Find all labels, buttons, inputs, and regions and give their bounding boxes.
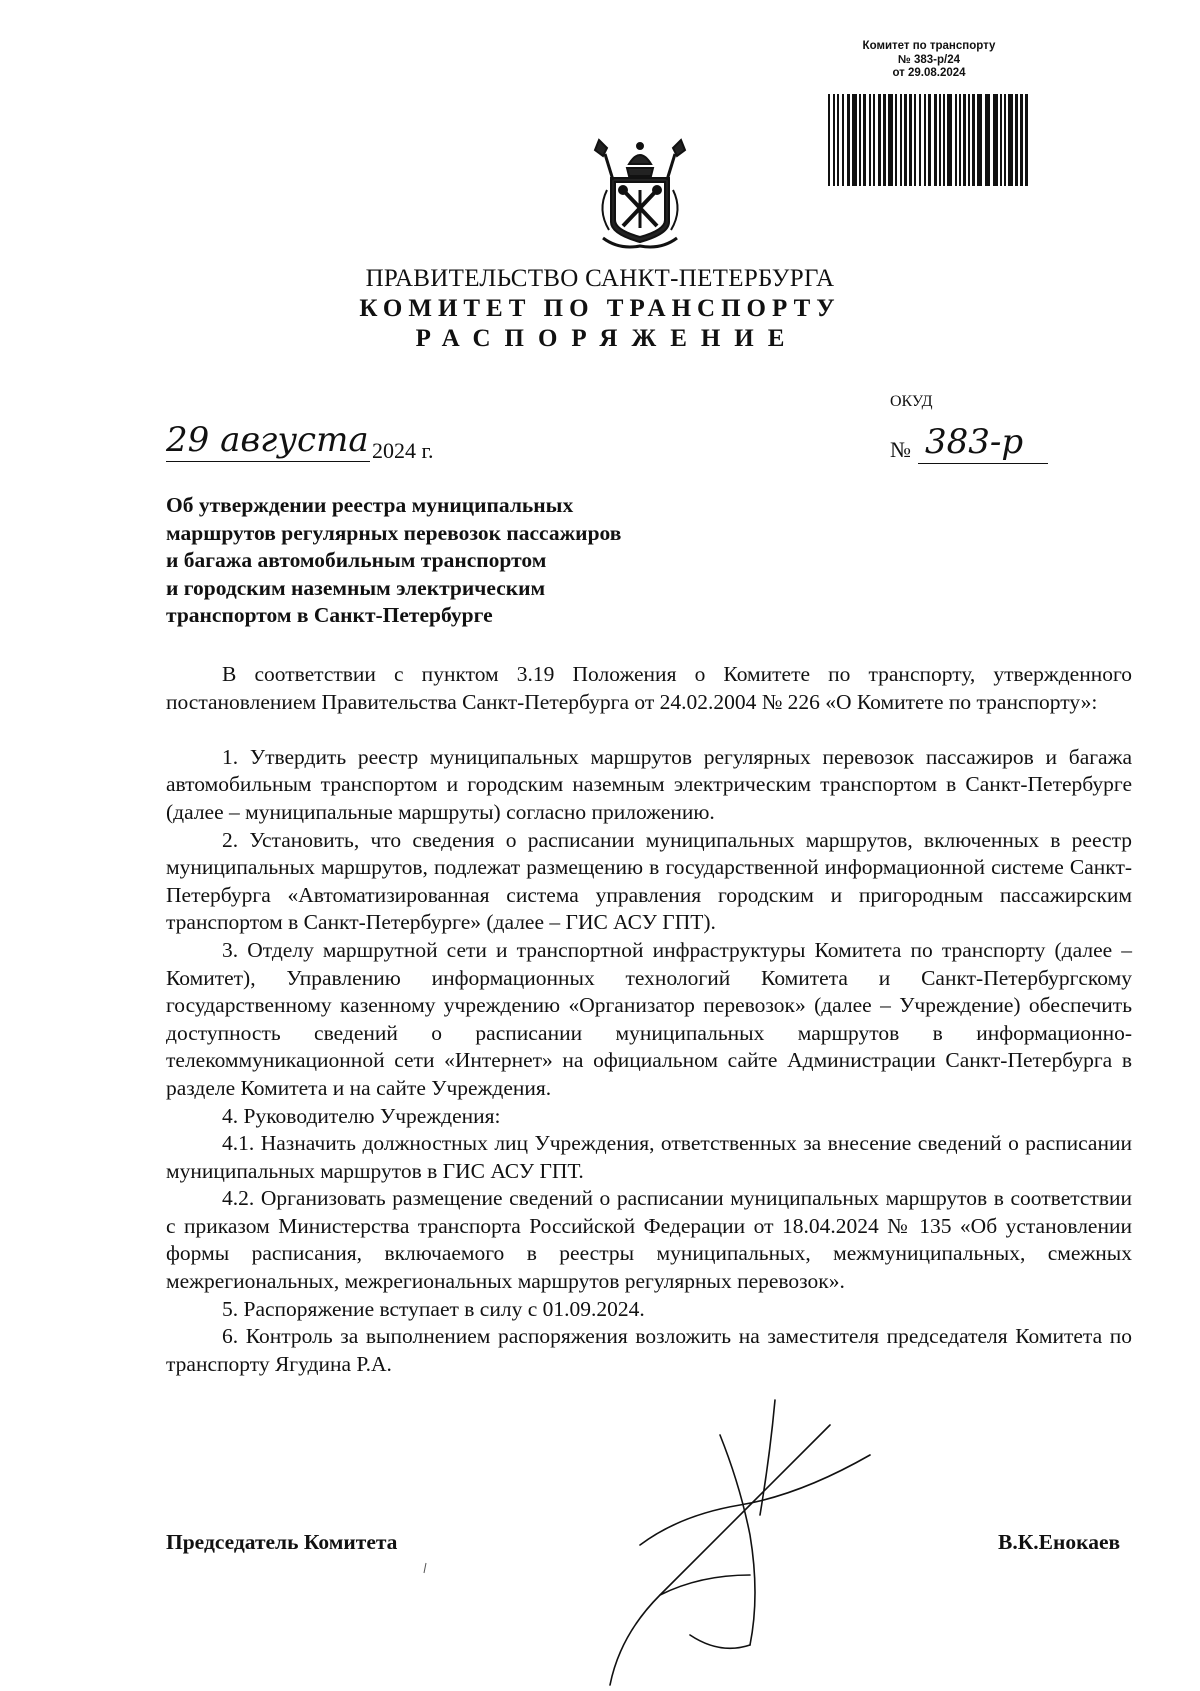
document-type-heading: РАСПОРЯЖЕНИЕ	[415, 325, 799, 352]
barcode-bar	[934, 94, 937, 186]
handwritten-number: 383-р	[925, 422, 1024, 462]
barcode-bar	[904, 94, 907, 186]
barcode-bar	[878, 94, 881, 186]
handwritten-signature-icon	[600, 1395, 880, 1691]
title-line: маршрутов регулярных перевозок пассажиров	[166, 520, 622, 545]
barcode-bar	[993, 94, 998, 186]
stamp-org: Комитет по транспорту	[862, 40, 996, 52]
date-underline	[166, 461, 370, 462]
barcode-bar	[909, 94, 912, 186]
title-line: и городским наземным электрическим	[166, 575, 546, 600]
government-heading: ПРАВИТЕЛЬСТВО САНКТ-ПЕТЕРБУРГА	[365, 265, 835, 292]
barcode-bar	[914, 94, 916, 186]
barcode-bar	[852, 94, 857, 186]
barcode-bar	[1015, 94, 1018, 186]
document-body	[166, 661, 1132, 1378]
barcode-bar	[985, 94, 990, 186]
number-label: №	[890, 437, 911, 462]
barcode-bar	[847, 94, 850, 186]
registration-stamp	[820, 40, 1038, 81]
barcode-bar	[1000, 94, 1002, 186]
clause-1: 1. Утвердить реестр муниципальных маршрутов регулярных перевозок пассажиров и багажа автомобильным транспортом и городским наземным электрическим транспортом в Санкт-Петербурге (далее – муниципальные маршруты) согласно приложению.	[166, 744, 1132, 824]
handwritten-date: 29 августа	[166, 420, 369, 460]
barcode-bar	[869, 94, 871, 186]
barcode-bar	[900, 94, 902, 186]
clause-5: 5. Распоряжение вступает в силу с 01.09.2024.	[222, 1296, 645, 1321]
barcode-bar	[1004, 94, 1006, 186]
barcode-bar	[863, 94, 866, 186]
barcode-bar	[977, 94, 982, 186]
stamp-reg-date: от 29.08.2024	[892, 67, 966, 79]
barcode-bar	[883, 94, 886, 186]
barcode-bar	[895, 94, 897, 186]
barcode-bar	[955, 94, 957, 186]
barcode-bar	[928, 94, 931, 186]
clause-4: 4. Руководителю Учреждения:	[222, 1103, 501, 1128]
clause-4-2: 4.2. Организовать размещение сведений о расписании муниципальных маршрутов в соответствии с приказом Министерства транспорта Российской Федерации от 18.04.2024 № 135 «Об установлении формы расписания, включаемого в реестры муниципальных, межмуниципальных, смежных межрегиональных, межрегиональных маршрутов регулярных перевозок».	[166, 1186, 1132, 1294]
clause-4-1: 4.1. Назначить должностных лиц Учреждения, ответственных за внесение сведений о расписании муниципальных маршрутов в ГИС АСУ ГПТ.	[166, 1131, 1132, 1183]
number-underline	[918, 463, 1048, 464]
stray-pen-mark-icon	[423, 1562, 427, 1574]
barcode-bar	[859, 94, 861, 186]
document-title	[166, 492, 726, 630]
okud-label: ОКУД	[890, 393, 933, 410]
barcode-bar	[837, 94, 839, 186]
barcode-bar	[828, 94, 830, 186]
st-petersburg-coat-of-arms-icon	[589, 130, 691, 252]
barcode-bar	[943, 94, 945, 186]
barcode-bar	[1020, 94, 1023, 186]
signatory-position: Председатель Комитета	[166, 1530, 398, 1554]
barcode-bar	[939, 94, 941, 186]
barcode-bar	[833, 94, 835, 186]
barcode-bar	[1025, 94, 1028, 186]
committee-heading: КОМИТЕТ ПО ТРАНСПОРТУ	[359, 295, 841, 322]
stamp-reg-number: № 383-р/24	[897, 53, 961, 66]
signatory-name: В.К.Енокаев	[998, 1530, 1121, 1554]
barcode-bar	[873, 94, 875, 186]
clause-3: 3. Отделу маршрутной сети и транспортной инфраструктуры Комитета по транспорту (далее – Комитет), Управлению информационных технологий Комитета и Санкт-Петербургскому государственному казенному учреждению «Организатор перевозок» (далее – Учреждение) обеспечить доступность сведений о расписании муниципальных маршрутов в информационно-телекоммуникационной сети «Интернет» на официальном сайте Администрации Санкт-Петербурга в разделе Комитета и на сайте Учреждения.	[166, 937, 1132, 1100]
barcode-bar	[963, 94, 966, 186]
preamble-paragraph: В соответствии с пунктом 3.19 Положения о Комитете по транспорту, утвержденного постановлением Правительства Санкт-Петербурга от 24.02.2004 № 226 «О Комитете по транспорту»:	[166, 662, 1132, 714]
barcode-bar	[888, 94, 893, 186]
barcode-bar	[959, 94, 961, 186]
barcode-bar	[924, 94, 926, 186]
barcode-bar	[842, 94, 844, 186]
date-year: 2024 г.	[372, 438, 434, 463]
barcode-bar	[947, 94, 952, 186]
title-line: транспортом в Санкт-Петербурге	[166, 603, 493, 627]
title-line: и багажа автомобильным транспортом	[166, 548, 547, 572]
barcode-icon	[826, 94, 1032, 186]
barcode-bar	[972, 94, 975, 186]
barcode-bar	[919, 94, 921, 186]
barcode-bar	[968, 94, 970, 186]
clause-6: 6. Контроль за выполнением распоряжения возложить на заместителя председателя Комитета по транспорту Ягудина Р.А.	[166, 1324, 1132, 1376]
title-line: Об утверждении реестра муниципальных	[166, 493, 574, 517]
barcode-bar	[1008, 94, 1013, 186]
clause-2: 2. Установить, что сведения о расписании муниципальных маршрутов, включенных в реестр муниципальных маршрутов, подлежат размещению в государственной информационной системе Санкт-Петербурга «Автоматизированная система управления городским и пригородным пассажирским транспортом в Санкт-Петербурге» (далее – ГИС АСУ ГПТ).	[166, 827, 1132, 935]
